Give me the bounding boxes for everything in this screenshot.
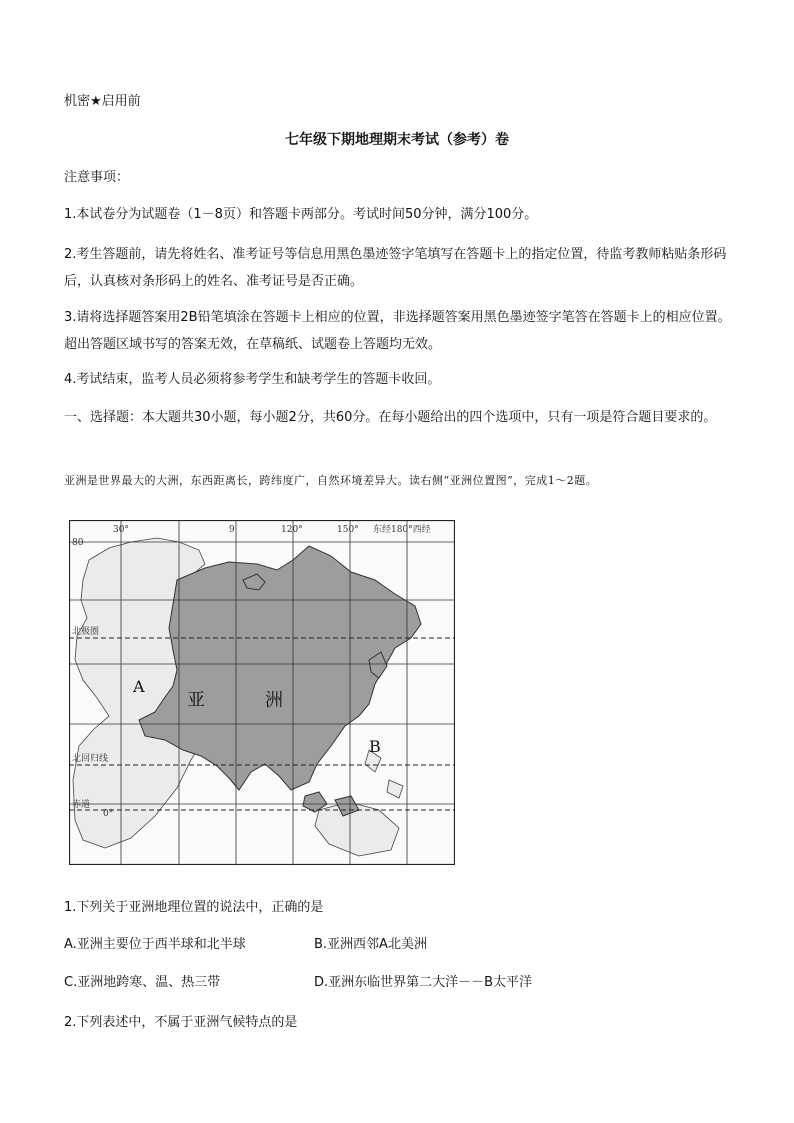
label-equator: 赤道 <box>72 800 91 810</box>
lon-label-180: 东经180°西经 <box>373 525 431 535</box>
region-label-a: A <box>133 677 145 696</box>
note-1: 1.本试卷分为试题卷（1－8页）和答题卡两部分。考试时间50分钟，满分100分。 <box>64 207 538 222</box>
q2-stem: 2.下列表述中，不属于亚洲气候特点的是 <box>64 1015 298 1030</box>
exam-title: 七年级下期地理期末考试（参考）卷 <box>285 132 509 148</box>
lon-label-120: 120° <box>281 525 303 535</box>
lon-label-30: 30° <box>113 525 129 535</box>
notes-heading: 注意事项： <box>64 170 130 185</box>
lon-label-150: 150° <box>337 525 359 535</box>
q1-option-a: A.亚洲主要位于西半球和北半球 <box>64 937 246 952</box>
section1-heading: 一、选择题：本大题共30小题，每小题2分，共60分。在每小题给出的四个选项中，只有一项是符合题目要求的。 <box>64 410 717 425</box>
q1-option-b: B.亚洲西邻A北美洲 <box>314 937 427 952</box>
q1-option-d: D.亚洲东临世界第二大洋－－B太平洋 <box>314 975 533 990</box>
lat-label-80: 80 <box>72 538 84 548</box>
label-arctic-circle: 北极圈 <box>72 627 100 637</box>
label-tropic-of-cancer: 北回归线 <box>72 754 109 764</box>
lon-label-90: 9 <box>229 525 235 535</box>
confidential-label: 机密★启用前 <box>64 94 141 109</box>
note-2: 2.考生答题前，请先将姓名、准考证号等信息用黑色墨迹签字笔填写在答题卡上的指定位置，待监考教师粘贴条形码后，认真核对条形码上的姓名、准考证号是否正确。 <box>64 247 727 289</box>
note-3: 3.请将选择题答案用2B铅笔填涂在答题卡上相应的位置，非选择题答案用黑色墨迹签字笔答在答题卡上的相应位置。超出答题区域书写的答案无效，在草稿纸、试题卷上答题均无效。 <box>64 310 731 352</box>
note-4: 4.考试结束，监考人员必须将参考学生和缺考学生的答题卡收回。 <box>64 372 441 387</box>
label-asia-2: 洲 <box>265 690 283 711</box>
asia-location-map <box>69 520 455 865</box>
label-asia-1: 亚 <box>187 690 205 711</box>
region-label-b: B <box>369 737 381 756</box>
passage-intro: 亚洲是世界最大的大洲，东西距离长，跨纬度广，自然环境差异大。读右侧“亚洲位置图”，完成1～2题。 <box>64 474 598 487</box>
lat-label-0: 0° <box>103 809 114 819</box>
q1-option-c: C.亚洲地跨寒、温、热三带 <box>64 975 221 990</box>
q1-stem: 1.下列关于亚洲地理位置的说法中，正确的是 <box>64 900 324 915</box>
